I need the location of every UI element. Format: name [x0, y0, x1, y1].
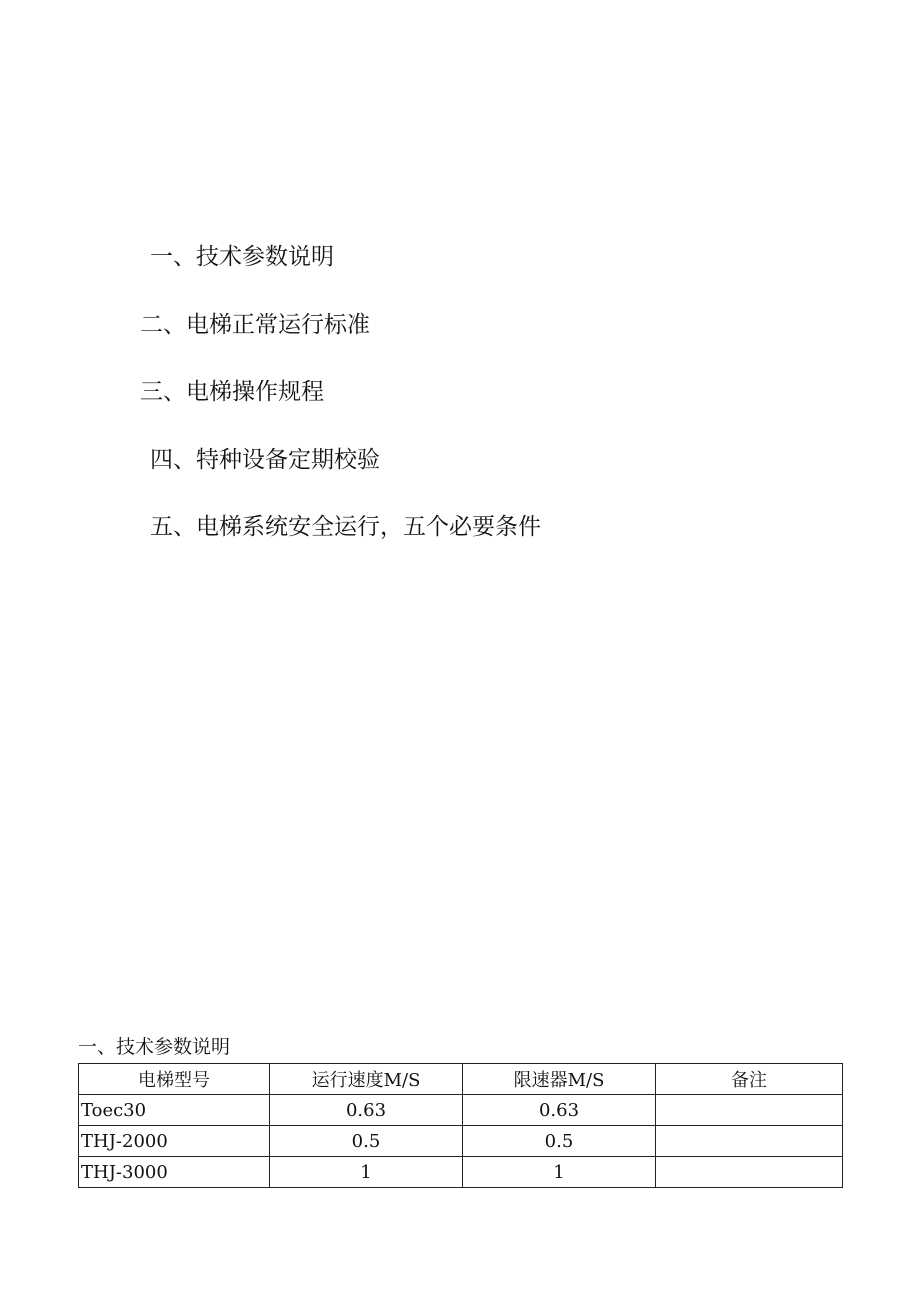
- cell-governor: 0.5: [463, 1126, 656, 1157]
- toc-item-normal-operation-standard: 二、电梯正常运行标准: [140, 312, 370, 338]
- toc-item-safety-conditions: 五、电梯系统安全运行，五个必要条件: [150, 514, 541, 540]
- table-row: [79, 1126, 843, 1157]
- section-heading: 一、技术参数说明: [78, 1036, 231, 1058]
- table-row: [79, 1095, 843, 1126]
- cell-governor: 1: [463, 1157, 656, 1188]
- column-header-model: 电梯型号: [79, 1064, 270, 1095]
- cell-speed: 1: [270, 1157, 463, 1188]
- cell-note: [656, 1126, 843, 1157]
- cell-model: Toec30: [79, 1095, 270, 1126]
- cell-model: THJ-2000: [79, 1126, 270, 1157]
- cell-note: [656, 1095, 843, 1126]
- column-header-governor: 限速器M/S: [463, 1064, 656, 1095]
- table-row: [79, 1157, 843, 1188]
- cell-speed: 0.5: [270, 1126, 463, 1157]
- column-header-note: 备注: [656, 1064, 843, 1095]
- toc-item-periodic-inspection: 四、特种设备定期校验: [150, 447, 380, 473]
- toc-item-technical-parameters: 一、技术参数说明: [150, 244, 334, 270]
- parameters-table: [78, 1063, 843, 1188]
- cell-model: THJ-3000: [79, 1157, 270, 1188]
- cell-speed: 0.63: [270, 1095, 463, 1126]
- cell-note: [656, 1157, 843, 1188]
- column-header-speed: 运行速度M/S: [270, 1064, 463, 1095]
- cell-governor: 0.63: [463, 1095, 656, 1126]
- toc-item-operating-procedures: 三、电梯操作规程: [140, 379, 324, 405]
- table-header-row: [79, 1064, 843, 1095]
